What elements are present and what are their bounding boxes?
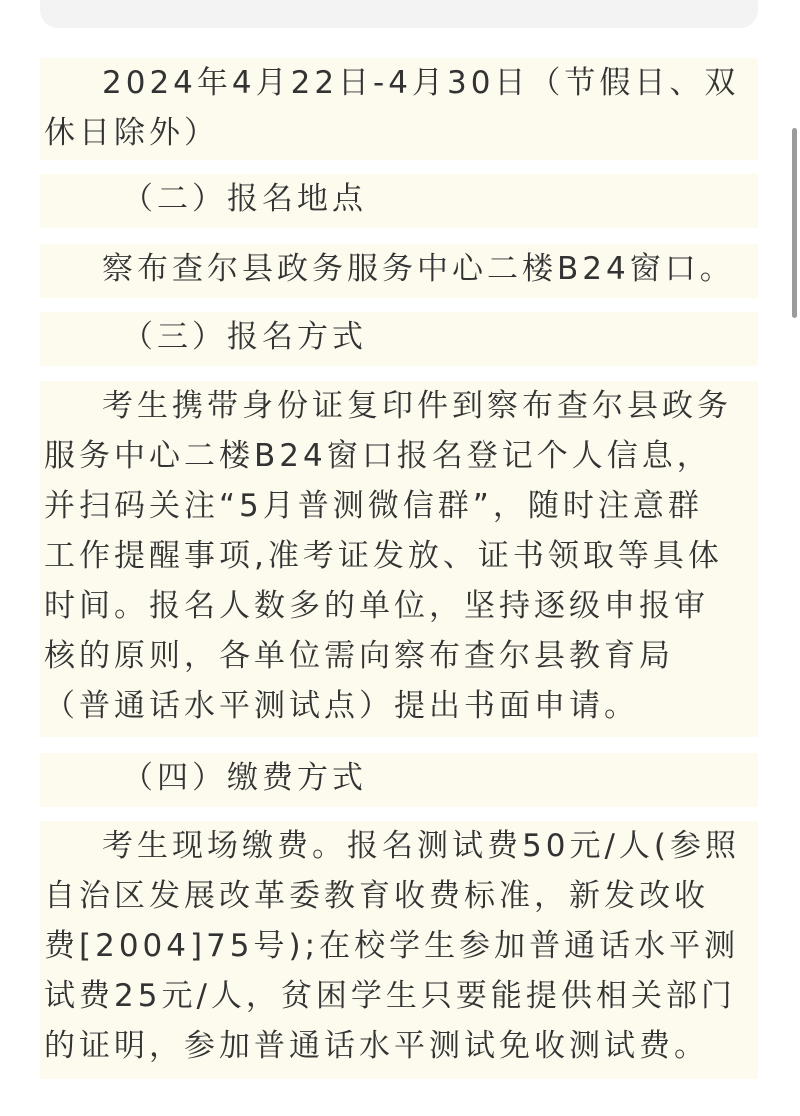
section-4-heading-block — [40, 753, 758, 807]
section-4-heading: （四）缴费方式 — [122, 760, 367, 796]
fee-line-5: 的证明，参加普通话水平测试免收测试费。 — [44, 1028, 709, 1064]
method-line-7: （普通话水平测试点）提出书面申请。 — [44, 688, 639, 724]
method-line-3: 并扫码关注“5月普测微信群”，随时注意群 — [44, 488, 703, 524]
method-line-1: 考生携带身份证复印件到察布查尔县政务 — [102, 388, 732, 424]
method-line-2: 服务中心二楼B24窗口报名登记个人信息， — [44, 438, 712, 474]
section-2-heading: （二）报名地点 — [122, 181, 367, 217]
date-line-1: 2024年4月22日-4月30日（节假日、双 — [102, 65, 740, 101]
scrollbar[interactable] — [792, 128, 797, 318]
section-2-heading-block — [40, 174, 758, 228]
date-line-2: 休日除外） — [44, 115, 219, 151]
location-paragraph — [40, 244, 758, 298]
method-line-6: 核的原则，各单位需向察布查尔县教育局 — [44, 638, 674, 674]
method-line-4: 工作提醒事项,准考证发放、证书领取等具体 — [44, 538, 723, 574]
top-card — [40, 0, 758, 28]
fee-line-3: 费[2004]75号);在校学生参加普通话水平测 — [44, 928, 740, 964]
fee-line-1: 考生现场缴费。报名测试费50元/人(参照 — [102, 828, 740, 864]
location-text: 察布查尔县政务服务中心二楼B24窗口。 — [102, 251, 735, 287]
fee-line-4: 试费25元/人，贫困学生只要能提供相关部门 — [44, 978, 736, 1014]
section-3-heading-block — [40, 312, 758, 366]
date-paragraph — [40, 58, 758, 160]
section-3-heading: （三）报名方式 — [122, 319, 367, 355]
method-line-5: 时间。报名人数多的单位，坚持逐级申报审 — [44, 588, 709, 624]
fee-paragraph — [40, 821, 758, 1079]
method-paragraph — [40, 381, 758, 737]
fee-line-2: 自治区发展改革委教育收费标准，新发改收 — [44, 878, 709, 914]
